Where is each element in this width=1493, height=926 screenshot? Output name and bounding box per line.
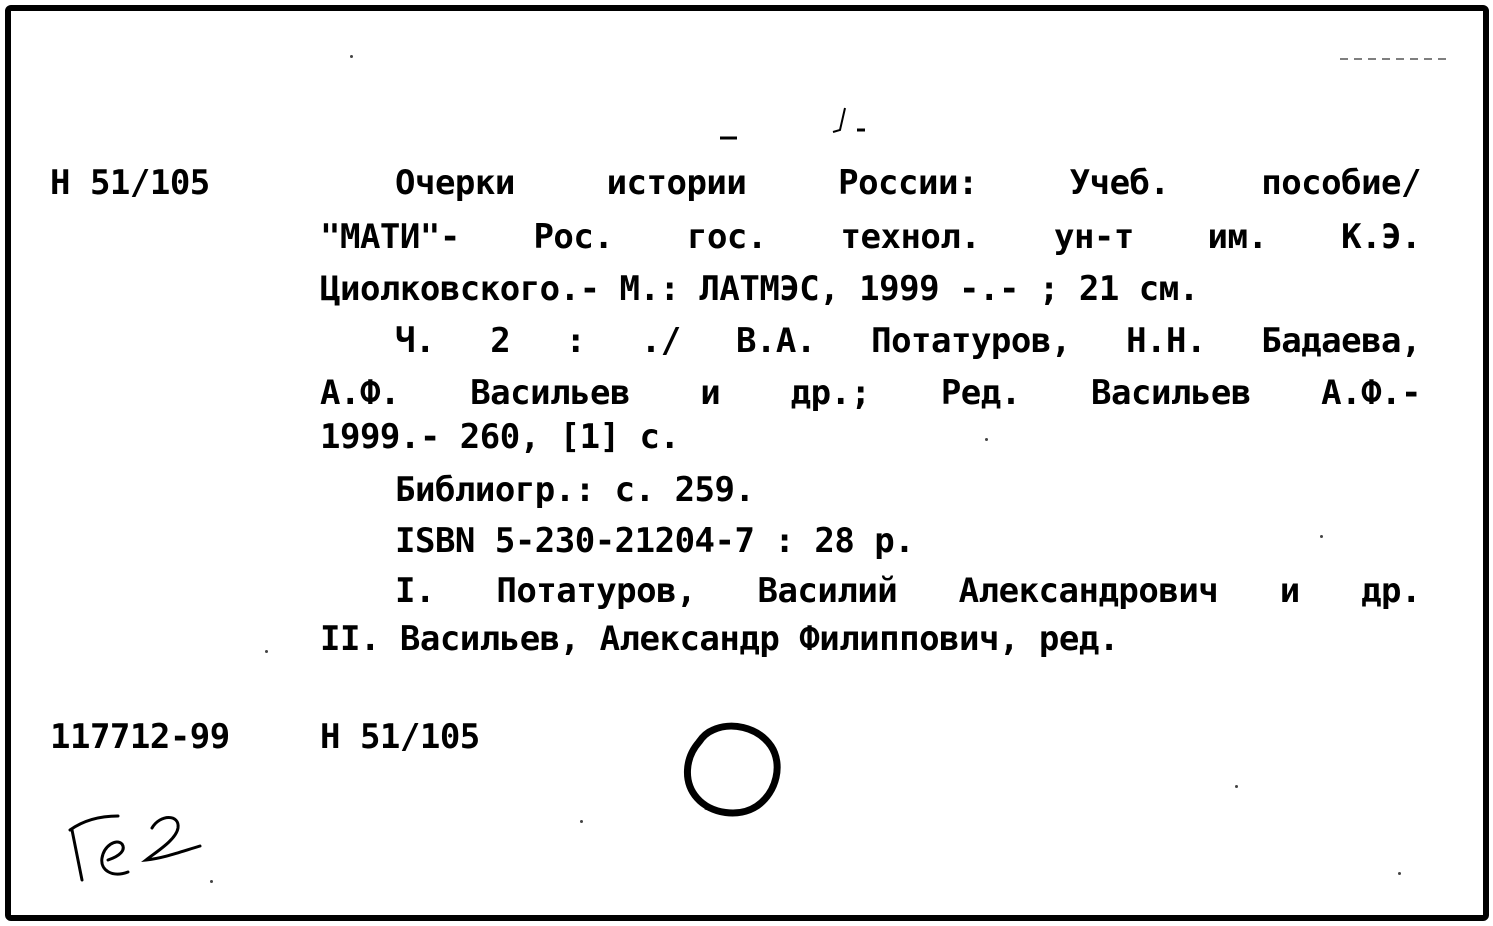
top-right-dash-mark [1340,55,1450,63]
top-pencil-mark [715,100,885,150]
isbn-line: ISBN 5-230-21204-7 : 28 р. [395,521,915,561]
scan-speck [1320,535,1323,538]
scan-speck [265,650,268,653]
tracing-line-1: I. Потатуров, Василий Александрович и др. [395,571,1421,611]
bibliography-note: Библиогр.: с. 259. [395,470,755,510]
part-entry-line-1: Ч. 2 : ./ В.А. Потатуров, Н.Н. Бадаева, [395,321,1421,361]
part-entry-line-3: 1999.- 260, [1] с. [320,417,680,457]
circle-mark-icon [675,718,790,828]
scan-speck [985,438,988,441]
main-entry-line-3: Циолковского.- М.: ЛАТМЭС, 1999 -.- ; 21 см. [320,269,1199,309]
scan-speck [210,880,213,883]
scan-speck [350,55,353,58]
tracing-line-2: II. Васильев, Александр Филиппович, ред. [320,619,1119,659]
scan-speck [1398,872,1401,875]
footer-call-number: Н 51/105 [320,717,480,757]
main-entry-line-2: "МАТИ"- Рос. гос. технол. ун-т им. К.Э. [320,217,1421,257]
scan-speck [1235,785,1238,788]
call-number: Н 51/105 [50,163,210,203]
handwritten-note [60,800,230,890]
inventory-number: 117712-99 [50,717,230,757]
scan-speck [580,820,583,823]
part-entry-line-2: А.Ф. Васильев и др.; Ред. Васильев А.Ф.- [320,373,1421,413]
main-entry-line-1: Очерки истории России: Учеб. пособие/ [395,163,1421,203]
